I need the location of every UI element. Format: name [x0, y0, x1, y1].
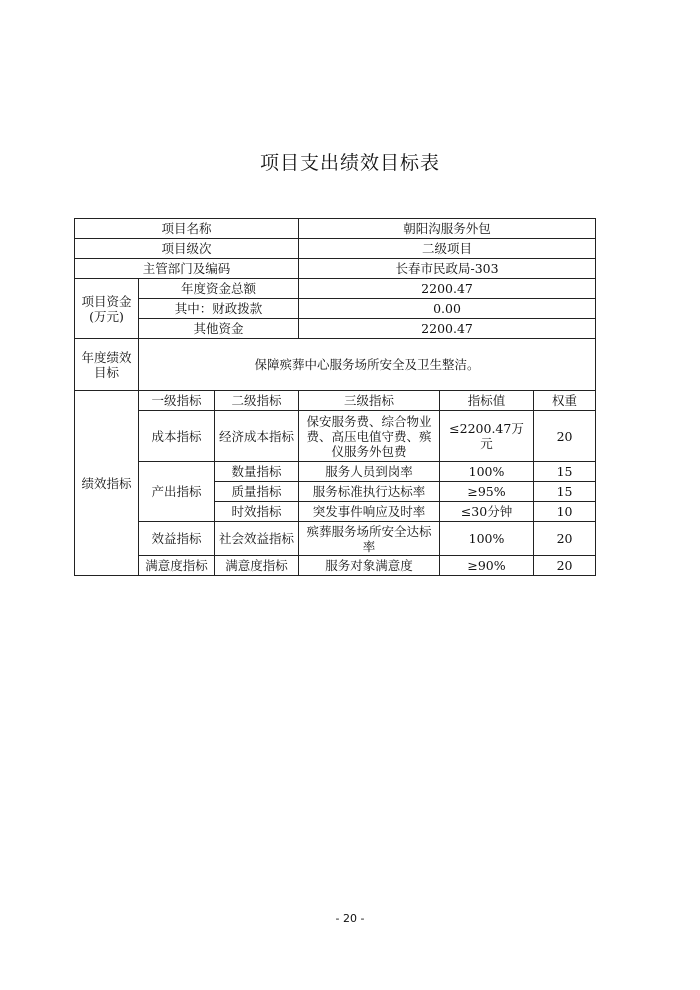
value-cell: ≥90%: [440, 556, 534, 576]
indicator-row: [75, 462, 596, 482]
header-level1: 一级指标: [139, 391, 215, 411]
indicator-row: [75, 522, 596, 556]
funds-other-label: 其他资金: [139, 319, 299, 339]
weight-cell: 10: [534, 502, 596, 522]
project-level-label: 项目级次: [75, 239, 299, 259]
funds-other-row: [75, 319, 596, 339]
performance-goal-table: [74, 218, 596, 576]
level2-cell: 满意度指标: [215, 556, 299, 576]
value-cell: ≥95%: [440, 482, 534, 502]
funds-other-value: 2200.47: [299, 319, 596, 339]
weight-cell: 15: [534, 462, 596, 482]
level3-cell: 服务对象满意度: [299, 556, 440, 576]
funds-total-value: 2200.47: [299, 279, 596, 299]
level3-cell: 保安服务费、综合物业费、高压电值守费、殡仪服务外包费: [299, 411, 440, 462]
funds-fiscal-value: 0.00: [299, 299, 596, 319]
funds-total-row: [75, 279, 596, 299]
project-level-row: [75, 239, 596, 259]
department-label: 主管部门及编码: [75, 259, 299, 279]
header-level3: 三级指标: [299, 391, 440, 411]
indicator-row: [75, 411, 596, 462]
project-name-value: 朝阳沟服务外包: [299, 219, 596, 239]
value-cell: 100%: [440, 462, 534, 482]
annual-goal-label: 年度绩效目标: [75, 339, 139, 391]
funds-total-label: 年度资金总额: [139, 279, 299, 299]
weight-cell: 20: [534, 522, 596, 556]
level2-cell: 数量指标: [215, 462, 299, 482]
annual-goal-text: 保障殡葬中心服务场所安全及卫生整洁。: [139, 339, 596, 391]
project-name-label: 项目名称: [75, 219, 299, 239]
level3-cell: 殡葬服务场所安全达标率: [299, 522, 440, 556]
project-level-value: 二级项目: [299, 239, 596, 259]
weight-cell: 15: [534, 482, 596, 502]
weight-cell: 20: [534, 411, 596, 462]
level1-cost: 成本指标: [139, 411, 215, 462]
level2-cell: 质量指标: [215, 482, 299, 502]
header-level2: 二级指标: [215, 391, 299, 411]
funds-group-label: 项目资金(万元): [75, 279, 139, 339]
level2-cell: 时效指标: [215, 502, 299, 522]
funds-fiscal-row: [75, 299, 596, 319]
annual-goal-row: [75, 339, 596, 391]
level3-cell: 突发事件响应及时率: [299, 502, 440, 522]
project-name-row: [75, 219, 596, 239]
value-cell: 100%: [440, 522, 534, 556]
level3-cell: 服务人员到岗率: [299, 462, 440, 482]
page-number: - 20 -: [335, 912, 365, 925]
header-value: 指标值: [440, 391, 534, 411]
funds-fiscal-label: 其中：财政拨款: [139, 299, 299, 319]
level1-satisfaction: 满意度指标: [139, 556, 215, 576]
indicators-group-label: 绩效指标: [75, 391, 139, 576]
level2-cell: 经济成本指标: [215, 411, 299, 462]
value-cell: ≤30分钟: [440, 502, 534, 522]
page-title: 项目支出绩效目标表: [259, 152, 440, 174]
header-weight: 权重: [534, 391, 596, 411]
level1-output: 产出指标: [139, 462, 215, 522]
weight-cell: 20: [534, 556, 596, 576]
value-cell: ≤2200.47万元: [440, 411, 534, 462]
level1-benefit: 效益指标: [139, 522, 215, 556]
level2-cell: 社会效益指标: [215, 522, 299, 556]
level3-cell: 服务标准执行达标率: [299, 482, 440, 502]
indicator-header-row: [75, 391, 596, 411]
department-value: 长春市民政局-303: [299, 259, 596, 279]
department-row: [75, 259, 596, 279]
indicator-row: [75, 556, 596, 576]
